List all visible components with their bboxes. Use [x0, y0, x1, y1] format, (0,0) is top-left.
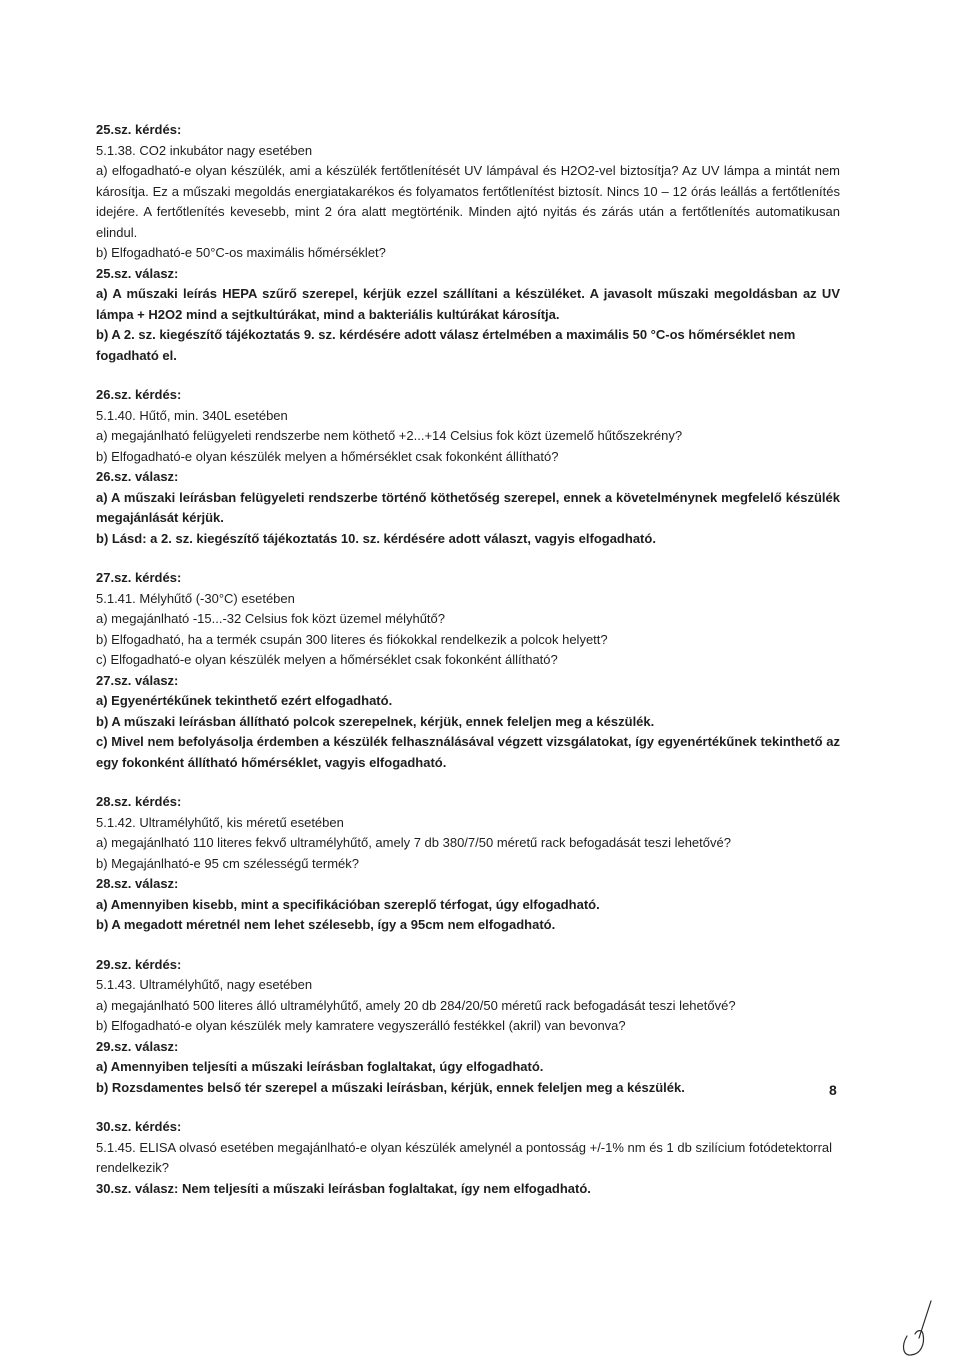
question-block-30 [96, 1117, 840, 1199]
answer-part-a: a) A műszaki leírásban felügyeleti rendszerbe történő köthetőség szerepel, ennek a követelménynek megfelelő készülék megajánlását kérjük. [96, 489, 840, 525]
page-number: 8 [829, 1082, 837, 1098]
document-body [96, 120, 840, 1218]
question-heading: 26.sz. kérdés: [96, 387, 182, 402]
answer-part-b: b) Rozsdamentes belső tér szerepel a műszaki leírásban, kérjük, ennek feleljen meg a készülék. [96, 1079, 685, 1095]
question-subject: 5.1.41. Mélyhűtő (-30°C) esetében [96, 590, 295, 606]
answer-heading: 27.sz. válasz: [96, 672, 179, 688]
question-subject: 5.1.38. CO2 inkubátor nagy esetében [96, 142, 313, 158]
question-part-b: b) Elfogadható-e olyan készülék melyen a hőmérséklet csak fokonként állítható? [96, 448, 559, 464]
question-part-a: a) megajánlható -15...-32 Celsius fok közt üzemel mélyhűtő? [96, 611, 446, 626]
question-part-a: a) megajánlható 500 literes álló ultramélyhűtő, amely 20 db 284/20/50 méretű rack befogadását teszi lehetővé? [96, 997, 736, 1013]
answer-part-a: a) Amennyiben teljesíti a műszaki leírásban foglaltakat, úgy elfogadható. [96, 1059, 544, 1074]
question-subject: 5.1.43. Ultramélyhűtő, nagy esetében [96, 977, 313, 992]
question-block-29 [96, 955, 840, 1099]
answer-heading: 29.sz. válasz: [96, 1038, 179, 1054]
question-part-b: b) Elfogadható-e olyan készülék mely kamratere vegyszerálló festékkel (akril) van bevonva? [96, 1018, 626, 1033]
answer-part-b: b) A 2. sz. kiegészítő tájékoztatás 9. sz. kérdésére adott válasz értelmében a maximális 50 °C-os hőmérséklet nem fogadható el. [96, 327, 796, 363]
answer-heading: 26.sz. válasz: [96, 469, 179, 484]
question-subject: 5.1.42. Ultramélyhűtő, kis méretű esetében [96, 814, 344, 830]
question-block-28 [96, 792, 840, 936]
question-subject: 5.1.40. Hűtő, min. 340L esetében [96, 407, 288, 423]
answer-part-a: a) Egyenértékűnek tekinthető ezért elfogadható. [96, 693, 393, 708]
question-part-a: a) megajánlható felügyeleti rendszerbe nem köthető +2...+14 Celsius fok közt üzemelő hűtőszekrény? [96, 428, 683, 443]
answer-heading: 30.sz. válasz: [96, 1180, 179, 1196]
question-part-b: b) Elfogadható-e 50°C-os maximális hőmérséklet? [96, 245, 386, 260]
answer-part-a: a) Amennyiben kisebb, mint a specifikációban szereplő térfogat, úgy elfogadható. [96, 896, 600, 912]
answer-part-b: b) Lásd: a 2. sz. kiegészítő tájékoztatás 10. sz. kérdésére adott választ, vagyis elfogadható. [96, 530, 656, 546]
question-heading: 29.sz. kérdés: [96, 956, 182, 972]
question-heading: 28.sz. kérdés: [96, 794, 182, 809]
question-heading: 25.sz. kérdés: [96, 122, 182, 137]
answer-heading: 28.sz. válasz: [96, 876, 179, 891]
question-part-c: c) Elfogadható-e olyan készülék melyen a hőmérséklet csak fokonként állítható? [96, 652, 558, 667]
question-block-27 [96, 568, 840, 773]
question-subject: 5.1.45. ELISA olvasó esetében megajánlható-e olyan készülék amelynél a pontosság +/-1% nm és 1 db szilícium fotódetektorral rendelkezik? [96, 1139, 833, 1175]
question-block-25 [96, 120, 840, 366]
question-heading: 30.sz. kérdés: [96, 1119, 182, 1134]
handwritten-signature [893, 1298, 949, 1360]
question-part-b: b) Megajánlható-e 95 cm szélességű termék? [96, 855, 360, 871]
answer-part-a: a) A műszaki leírás HEPA szűrő szerepel, kérjük ezzel szállítani a készüléket. A javasolt műszaki megoldásban az UV lámpa + H2O2 mind a sejtkultúrákat, mind a bakteriális kultúrákat károsítja. [96, 286, 840, 322]
question-heading: 27.sz. kérdés: [96, 570, 182, 585]
question-part-b: b) Elfogadható, ha a termék csupán 300 literes és fiókokkal rendelkezik a polcok helyett? [96, 631, 608, 647]
answer-line [96, 1179, 840, 1200]
question-block-26 [96, 385, 840, 549]
answer-part-b: b) A megadott méretnél nem lehet szélesebb, így a 95cm nem elfogadható. [96, 917, 556, 932]
answer-text: Nem teljesíti a műszaki leírásban foglaltakat, így nem elfogadható. [182, 1180, 591, 1196]
answer-heading: 25.sz. válasz: [96, 265, 179, 281]
answer-part-b: b) A műszaki leírásban állítható polcok szerepelnek, kérjük, ennek feleljen meg a készülék. [96, 713, 655, 729]
question-part-a: a) elfogadható-e olyan készülék, ami a készülék fertőtlenítését UV lámpával és H2O2-vel biztosítja? Az UV lámpa a mintát nem károsítja. Ez a műszaki megoldás energiatakarékos és folyamatos fertőtlenítést biztosít. Nincs 10 – 12 órás leállás a fertőtlenítés idejére. A fertőtlenítés kevesebb, mint 2 óra alatt megtörténik. Minden ajtó nyitás és zárás után a fertőtlenítés automatikusan elindul. [96, 163, 840, 240]
question-part-a: a) megajánlható 110 literes fekvő ultramélyhűtő, amely 7 db 380/7/50 méretű rack befogadását teszi lehetővé? [96, 835, 731, 850]
answer-part-c: c) Mivel nem befolyásolja érdemben a készülék felhasználásával végzett vizsgálatokat, így egyenértékűnek tekinthető az egy fokonként állítható hőmérséklet, vagyis elfogadható. [96, 734, 840, 770]
